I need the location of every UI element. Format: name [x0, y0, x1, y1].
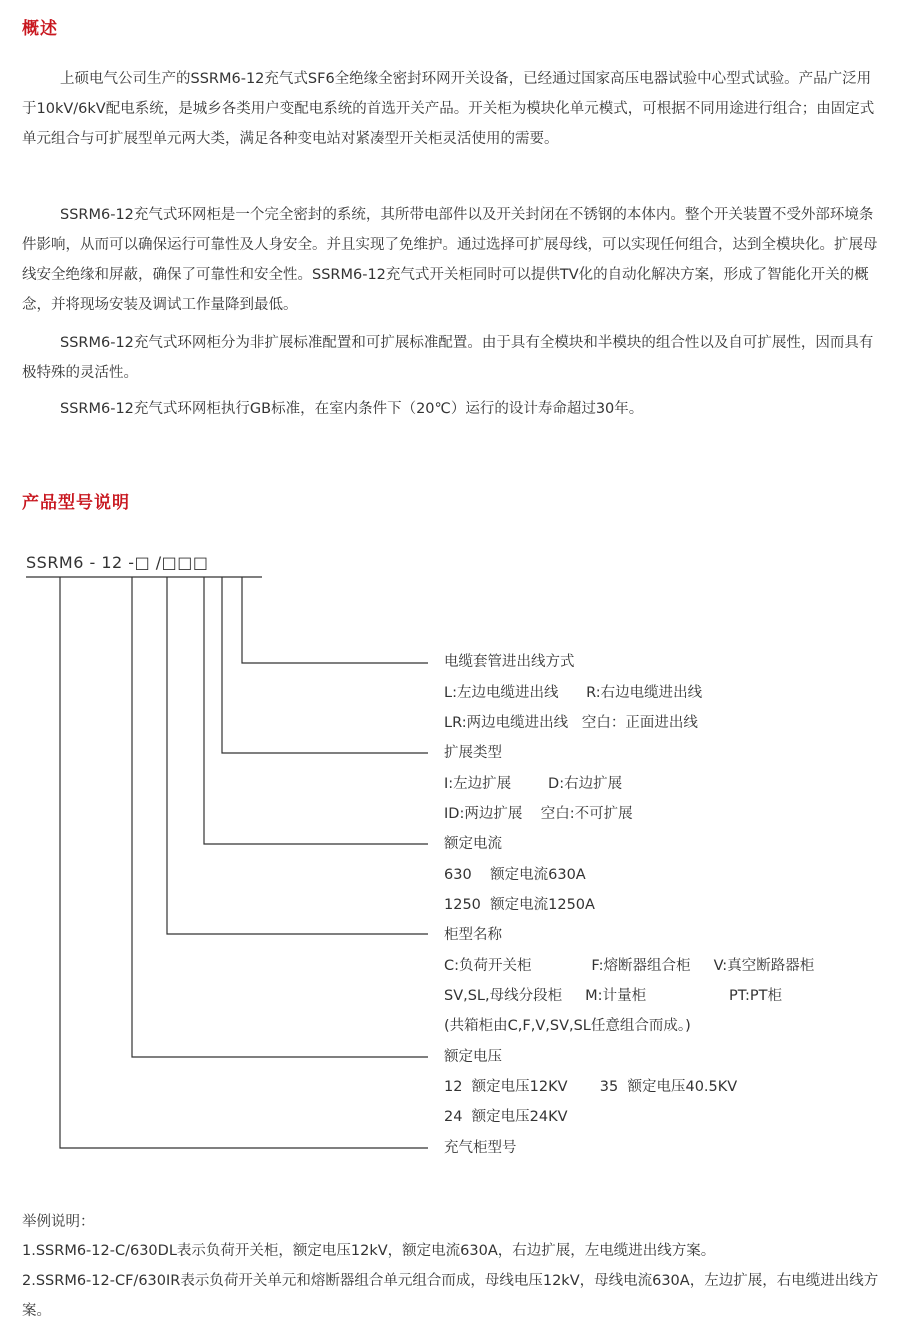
- desc-extension-title: 扩展类型: [444, 745, 502, 761]
- connector-cabinet-name: [167, 577, 428, 934]
- desc-voltage-title: 额定电压: [444, 1049, 502, 1065]
- connector-rated-voltage: [132, 577, 428, 1057]
- desc-current-title: 额定电流: [444, 836, 502, 852]
- overview-paragraph-1: 上硕电气公司生产的SSRM6-12充气式SF6全绝缘全密封环网开关设备，已经通过国家高压电器试验中心型式试验。产品广泛用于10kV/6kV配电系统，是城乡各类用户变配电系统的首选开关产品。开关柜为模块化单元模式，可根据不同用途进行组合；由固定式单元组合与可扩展型单元两大类，满足各种变电站对紧凑型开关柜灵活使用的需要。: [22, 71, 875, 147]
- example-item-2: 2.SSRM6-12-CF/630IR表示负荷开关单元和熔断器组合单元组合而成，母线电压12kV，母线电流630A，左边扩展，右电缆进出线方案。: [22, 1273, 879, 1319]
- desc-cable-bushing-opt1: L:左边电缆进出线 R:右边电缆进出线: [444, 685, 703, 701]
- desc-cabinet-name-opt1: C:负荷开关柜 F:熔断器组合柜 V:真空断路器柜: [444, 958, 815, 974]
- model-title: 产品型号说明: [22, 493, 130, 513]
- desc-cabinet-type-title: 充气柜型号: [444, 1140, 517, 1156]
- overview-paragraph-4: SSRM6-12充气式环网柜执行GB标准，在室内条件下（20℃）运行的设计寿命超过30年。: [60, 401, 644, 417]
- overview-title: 概述: [22, 19, 58, 39]
- desc-cable-bushing-title: 电缆套管进出线方式: [444, 654, 575, 670]
- desc-cabinet-name-title: 柜型名称: [444, 927, 502, 943]
- desc-extension-opt1: I:左边扩展 D:右边扩展: [444, 776, 623, 792]
- overview-paragraph-3: SSRM6-12充气式环网柜分为非扩展标准配置和可扩展标准配置。由于具有全模块和半模块的组合性以及自可扩展性，因而具有极特殊的灵活性。: [22, 335, 874, 381]
- desc-current-opt1: 630 额定电流630A: [444, 867, 586, 883]
- desc-voltage-opt1: 12 额定电压12KV 35 额定电压40.5KV: [444, 1079, 738, 1095]
- desc-voltage-opt2: 24 额定电压24KV: [444, 1109, 568, 1125]
- connector-extension-type: [222, 577, 428, 753]
- connector-cable-bushing: [242, 577, 428, 663]
- examples-title: 举例说明：: [22, 1214, 95, 1230]
- example-item-1: 1.SSRM6-12-C/630DL表示负荷开关柜，额定电压12kV，额定电流630A，右边扩展，左电缆进出线方案。: [22, 1243, 716, 1259]
- desc-cable-bushing-opt2: LR:两边电缆进出线 空白：正面进出线: [444, 715, 698, 731]
- desc-extension-opt2: ID:两边扩展 空白:不可扩展: [444, 806, 633, 822]
- model-code: SSRM6 - 12 -□ /□□□: [26, 553, 209, 572]
- desc-current-opt2: 1250 额定电流1250A: [444, 897, 595, 913]
- desc-cabinet-name-opt2: SV,SL,母线分段柜 M:计量柜 PT:PT柜: [444, 988, 783, 1004]
- desc-cabinet-name-note: (共箱柜由C,F,V,SV,SL任意组合而成。): [444, 1018, 691, 1034]
- overview-paragraph-2: SSRM6-12充气式环网柜是一个完全密封的系统，其所带电部件以及开关封闭在不锈钢的本体内。整个开关装置不受外部环境条件影响，从而可以确保运行可靠性及人身安全。并且实现了免维护。通过选择可扩展母线，可以实现任何组合，达到全模块化。扩展母线安全绝缘和屏蔽，确保了可靠性和安全性。SSRM6-12充气式开关柜同时可以提供TV化的自动化解决方案，形成了智能化开关的概念，并将现场安装及调试工作量降到最低。: [22, 207, 878, 313]
- connector-rated-current: [204, 577, 428, 844]
